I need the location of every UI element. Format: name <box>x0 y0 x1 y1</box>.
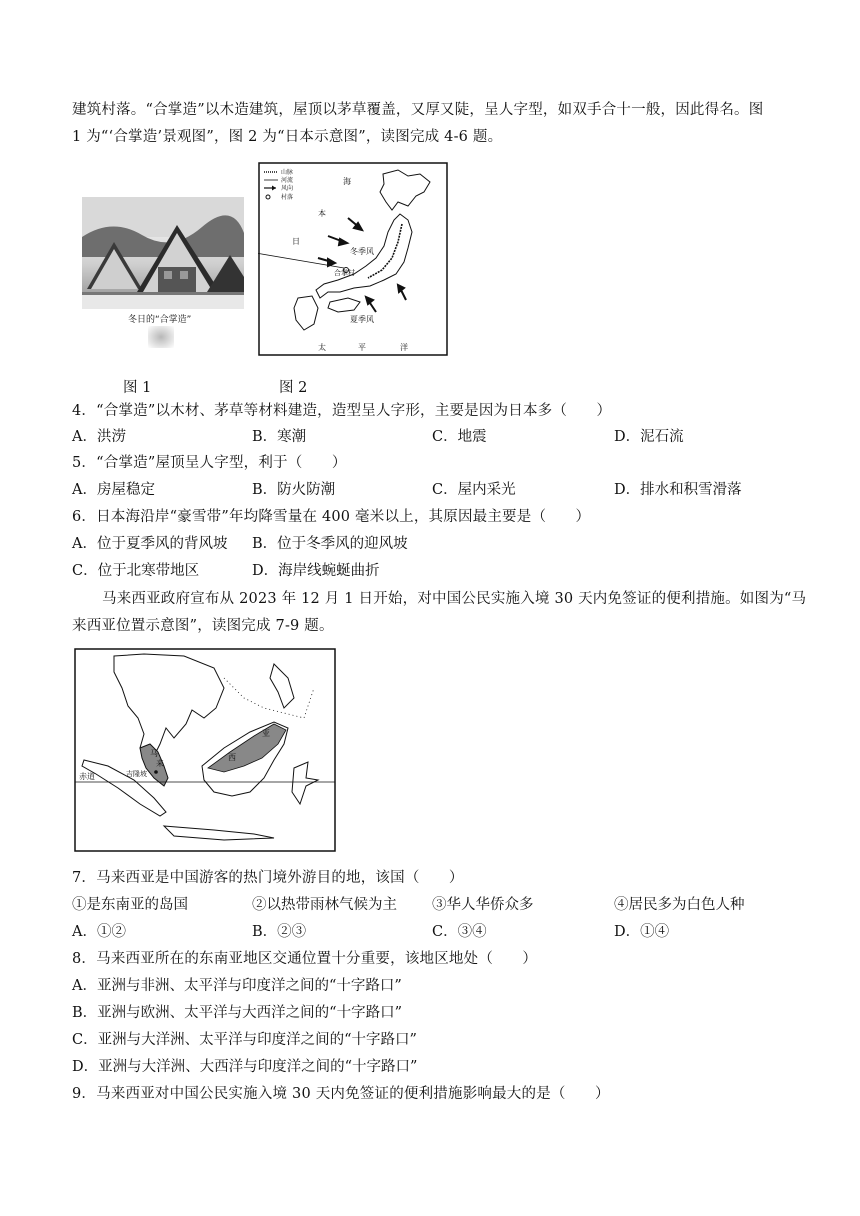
label-kuala-lumpur: 吉隆坡 <box>126 770 147 778</box>
q9-stem: 9．马来西亚对中国公民实施入境 30 天内免签证的便利措施影响最大的是（ ） <box>72 1086 610 1102</box>
scan-smudge <box>148 326 174 348</box>
label-ocean-3: 洋 <box>400 343 408 352</box>
q7-statement-3: ③华人华侨众多 <box>432 897 534 913</box>
q8-option-a[interactable]: A．亚洲与非洲、太平洋与印度洋之间的“十字路口” <box>72 978 402 994</box>
legend-river: 河流 <box>281 177 294 184</box>
q4-option-c[interactable]: C．地震 <box>432 429 487 445</box>
legend-mountain: 山脉 <box>281 169 294 176</box>
q8-stem: 8．马来西亚所在的东南亚地区交通位置十分重要，该地区地处（ ） <box>72 951 538 967</box>
photo-caption: 冬日的“合掌造” <box>128 315 192 325</box>
q7-statement-1: ①是东南亚的岛国 <box>72 897 188 913</box>
q4-stem: 4．“合掌造”以木材、茅草等材料建造，造型呈人字形，主要是因为日本多（ ） <box>72 403 612 419</box>
gassho-zukuri-photo <box>82 197 244 309</box>
figure1-label: 图 1 <box>123 380 152 396</box>
q5-option-c[interactable]: C．屋内采光 <box>432 482 516 498</box>
label-ya: 亚 <box>262 729 270 738</box>
q7-statement-2: ②以热带雨林气候为主 <box>252 897 397 913</box>
passage2-line-1: 马来西亚政府宣布从 2023 年 12 月 1 日开始，对中国公民实施入境 30 天内免签证的便利措施。如图为“马 <box>102 591 807 607</box>
label-gassho-village: 合掌村 <box>334 269 355 277</box>
label-xi: 西 <box>228 753 236 762</box>
q5-option-d[interactable]: D．排水和积雪滑落 <box>614 482 742 498</box>
q6-option-d[interactable]: D．海岸线蜿蜒曲折 <box>252 563 380 579</box>
label-ma: 马 <box>150 749 158 758</box>
passage2-line-2: 来西亚位置示意图”，读图完成 7-9 题。 <box>72 618 334 634</box>
label-lai: 来 <box>156 759 164 768</box>
legend-wind: 风向 <box>281 185 294 192</box>
japan-map <box>258 162 448 356</box>
q4-option-b[interactable]: B．寒潮 <box>252 429 307 445</box>
intro-line-2: 1 为“‘合掌造’景观图”，图 2 为“日本示意图”，读图完成 4-6 题。 <box>72 129 503 145</box>
q4-option-d[interactable]: D．泥石流 <box>614 429 684 445</box>
q6-stem: 6．日本海沿岸“豪雪带”年均降雪量在 400 毫米以上，其原因最主要是（ ） <box>72 509 591 525</box>
q7-option-c[interactable]: C．③④ <box>432 924 487 940</box>
label-ocean-2: 平 <box>358 343 366 352</box>
q8-option-d[interactable]: D．亚洲与大洋洲、大西洋与印度洋之间的“十字路口” <box>72 1059 418 1075</box>
label-equator: 赤道 <box>79 772 95 781</box>
q8-option-c[interactable]: C．亚洲与大洋洲、太平洋与印度洋之间的“十字路口” <box>72 1032 417 1048</box>
q5-option-a[interactable]: A．房屋稳定 <box>72 482 155 498</box>
q7-option-b[interactable]: B．②③ <box>252 924 307 940</box>
q5-option-b[interactable]: B．防火防潮 <box>252 482 336 498</box>
q5-stem: 5．“合掌造”屋顶呈人字型，利于（ ） <box>72 455 347 471</box>
label-ocean-1: 太 <box>318 343 326 352</box>
q7-option-d[interactable]: D．①④ <box>614 924 670 940</box>
q8-option-b[interactable]: B．亚洲与欧洲、太平洋与大西洋之间的“十字路口” <box>72 1005 402 1021</box>
figure2-label: 图 2 <box>279 380 308 396</box>
label-sea-3: 日 <box>292 237 300 246</box>
q6-option-c[interactable]: C．位于北寒带地区 <box>72 563 200 579</box>
q7-statement-4: ④居民多为白色人种 <box>614 897 745 913</box>
intro-line-1: 建筑村落。“合掌造”以木造建筑，屋顶以茅草覆盖，又厚又陡，呈人字型，如双手合十一般，因此得名。图 <box>72 102 764 118</box>
q7-option-a[interactable]: A．①② <box>72 924 126 940</box>
q7-stem: 7．马来西亚是中国游客的热门境外游目的地，该国（ ） <box>72 870 464 886</box>
label-summer-monsoon: 夏季风 <box>350 315 374 324</box>
label-sea-1: 海 <box>343 177 351 186</box>
q6-option-b[interactable]: B．位于冬季风的迎风坡 <box>252 536 408 552</box>
label-sea-2: 本 <box>318 209 326 218</box>
legend-village: 村落 <box>281 194 294 201</box>
label-winter-monsoon: 冬季风 <box>350 247 374 256</box>
malaysia-map <box>74 648 336 852</box>
q6-option-a[interactable]: A．位于夏季风的背风坡 <box>72 536 228 552</box>
q4-option-a[interactable]: A．洪涝 <box>72 429 126 445</box>
